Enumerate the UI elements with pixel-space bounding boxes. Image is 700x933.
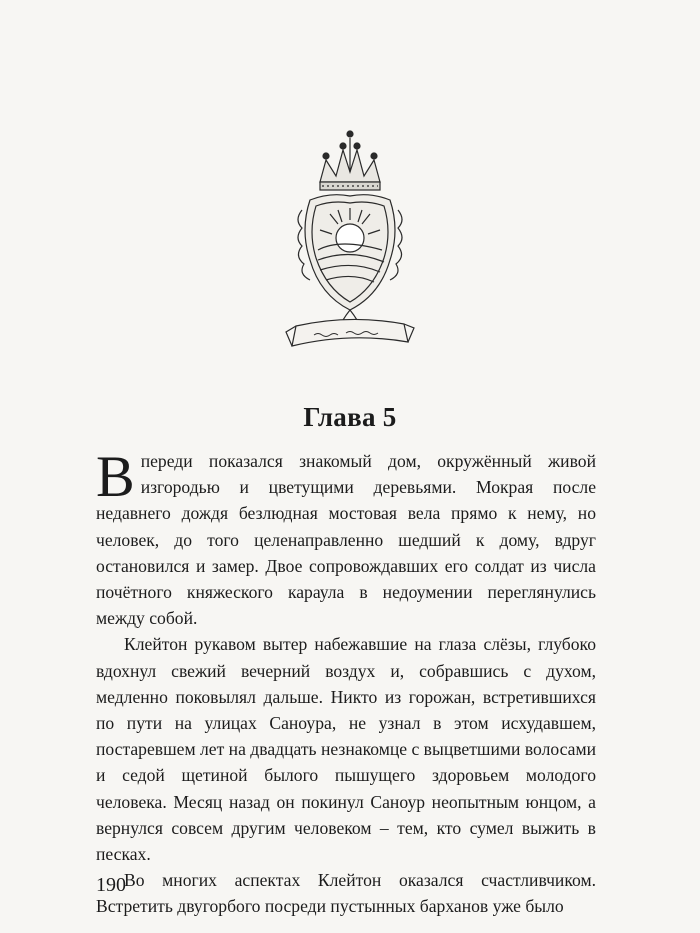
drop-cap: В xyxy=(96,444,135,509)
paragraph-1 xyxy=(96,444,596,631)
chapter-title: Глава 5 xyxy=(303,402,397,432)
paragraph-2: Клейтон рукавом вытер набежавшие на глаза слёзы, глубоко вдохнул свежий вечерний воздух и, собравшись с духом, медленно поковылял дальше. Никто из горожан, встретившихся по пути на улицах Саноура, не узнал в этом исхудавшем, постаревшем лет на двадцать незнакомце с выцветшими волосами и седой щетиной былого пышущего здоровьем молодого человека. Месяц назад он покинул Саноур неопытным юнцом, а вернулся совсем другим человеком – тем, кто сумел выжить в песках. xyxy=(96,634,596,865)
paragraph-1-text: переди показался знакомый дом, окружённый живой изгородью и цветущими деревьями. Мокрая после недавнего дождя безлюдная мостовая вела прямо к нему, но человек, до того целенаправленно шедший к дому, вдруг остановился и замер. Двое сопровождавших его солдат из числа почётного княжеского караула в недоумении переглянулись между собой. xyxy=(96,451,596,629)
page-number: 190 xyxy=(96,874,126,896)
crowned-heraldic-emblem-icon xyxy=(280,120,420,360)
paragraph-3: Во многих аспектах Клейтон оказался счастливчиком. Встретить двугорбого посреди пустынных барханов уже было xyxy=(96,870,596,917)
body-text xyxy=(96,444,596,920)
